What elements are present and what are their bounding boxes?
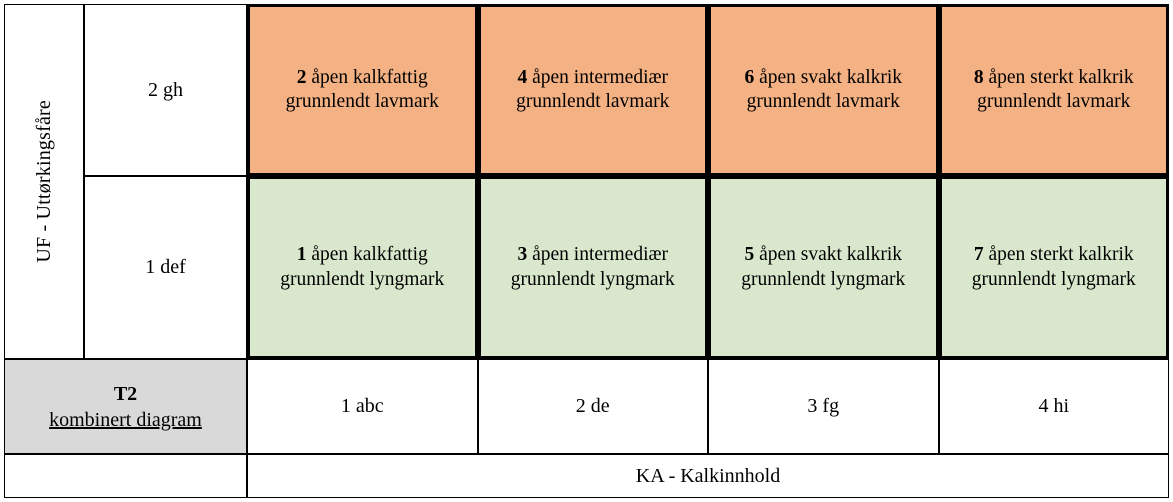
matrix-cell-3-number: 3 — [517, 244, 533, 266]
matrix-cell-6-label: åpen svakt kalkrik grunnlendt lavmark — [746, 66, 903, 112]
matrix-diagram — [4, 4, 1169, 498]
matrix-cell-6 — [708, 4, 939, 176]
matrix-cell-6-number: 6 — [744, 66, 760, 88]
matrix-cell-2 — [247, 4, 478, 176]
matrix-cell-4-number: 4 — [517, 66, 533, 88]
matrix-cell-2-number: 2 — [296, 66, 312, 88]
column-label-1abc: 1 abc — [247, 359, 478, 454]
matrix-cell-5-number: 5 — [744, 244, 760, 266]
diagram-subtitle: kombinert diagram — [49, 408, 202, 431]
matrix-cell-8 — [939, 4, 1170, 176]
column-label-4hi: 4 hi — [939, 359, 1170, 454]
matrix-cell-2-label: åpen kalkfattig grunnlendt lavmark — [285, 66, 439, 112]
diagram-title-block — [4, 359, 247, 454]
x-axis-label: KA - Kalkinnhold — [247, 454, 1169, 498]
matrix-cell-1-number: 1 — [296, 244, 312, 266]
column-label-3fg: 3 fg — [708, 359, 939, 454]
matrix-cell-3-label: åpen intermediær grunnlendt lyngmark — [510, 244, 675, 290]
diagram-title: T2 — [113, 382, 138, 405]
bottom-left-empty-cell — [4, 454, 247, 498]
matrix-cell-4 — [478, 4, 709, 176]
matrix-cell-1 — [247, 176, 478, 359]
matrix-cell-8-label: åpen sterkt kalkrik grunnlendt lavmark — [977, 66, 1134, 112]
matrix-cell-1-label: åpen kalkfattig grunnlendt lyngmark — [280, 244, 445, 290]
column-label-2de: 2 de — [478, 359, 709, 454]
y-axis-label — [4, 4, 84, 359]
row-label-1def: 1 def — [84, 176, 247, 359]
matrix-cell-3 — [478, 176, 709, 359]
matrix-cell-5-label: åpen svakt kalkrik grunnlendt lyngmark — [741, 244, 906, 290]
matrix-cell-7 — [939, 176, 1170, 359]
row-label-2gh: 2 gh — [84, 4, 247, 176]
y-axis-label-text: UF - Uttørkingsfåre — [32, 100, 55, 263]
matrix-cell-7-label: åpen sterkt kalkrik grunnlendt lyngmark — [971, 244, 1136, 290]
matrix-cell-5 — [708, 176, 939, 359]
matrix-cell-7-number: 7 — [973, 244, 989, 266]
matrix-cell-8-number: 8 — [973, 66, 989, 88]
matrix-cell-4-label: åpen intermediær grunnlendt lavmark — [516, 66, 670, 112]
